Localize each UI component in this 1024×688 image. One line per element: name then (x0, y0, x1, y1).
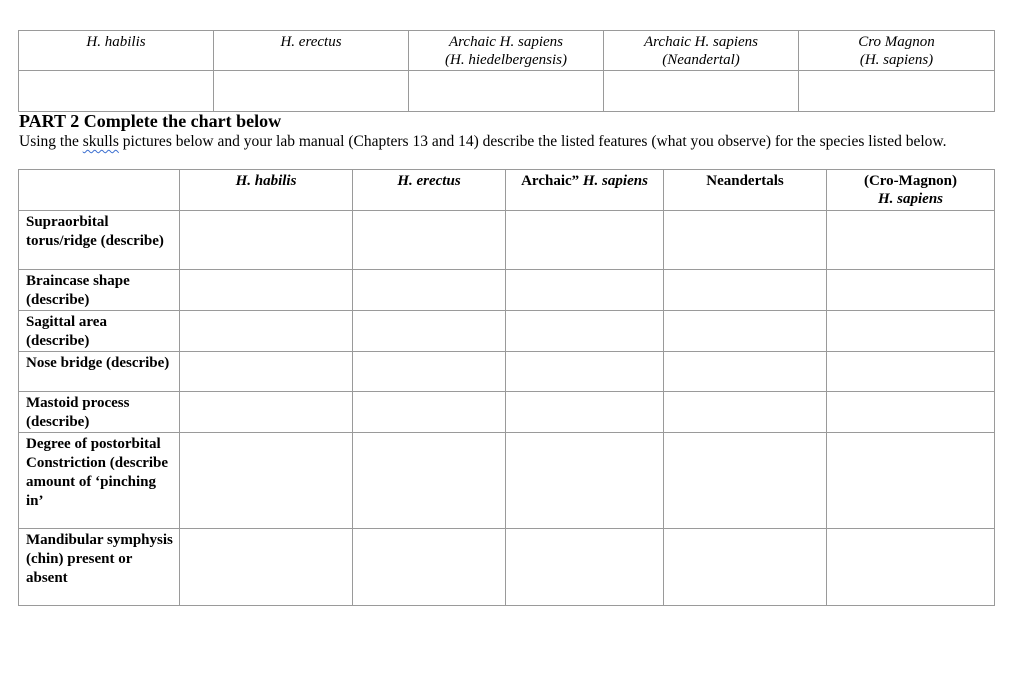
answer-cell[interactable] (353, 529, 506, 606)
answer-cell[interactable] (180, 311, 353, 352)
answer-cell[interactable] (664, 433, 827, 529)
species-header-cell: Cro Magnon (H. sapiens) (799, 31, 995, 71)
species-header-cell: H. habilis (19, 31, 214, 71)
answer-cell[interactable] (604, 71, 799, 112)
answer-cell[interactable] (180, 392, 353, 433)
part2-heading: PART 2 Complete the chart below (19, 111, 282, 131)
feature-label: Mandibular symphysis (chin) present or absent (19, 529, 180, 606)
answer-cell[interactable] (827, 392, 995, 433)
answer-cell[interactable] (353, 270, 506, 311)
answer-cell[interactable] (664, 529, 827, 606)
species-header-cell: Archaic H. sapiens (Neandertal) (604, 31, 799, 71)
answer-cell[interactable] (664, 211, 827, 270)
answer-cell[interactable] (664, 311, 827, 352)
answer-cell[interactable] (506, 433, 664, 529)
column-header: (Cro-Magnon) H. sapiens (827, 170, 995, 211)
feature-row (19, 270, 995, 311)
answer-cell[interactable] (19, 71, 214, 112)
feature-row (19, 311, 995, 352)
feature-label: Braincase shape (describe) (19, 270, 180, 311)
feature-label: Supraorbital torus/ridge (describe) (19, 211, 180, 270)
feature-label: Nose bridge (describe) (19, 352, 180, 392)
answer-cell[interactable] (353, 311, 506, 352)
answer-cell[interactable] (506, 529, 664, 606)
answer-cell[interactable] (180, 529, 353, 606)
answer-cell[interactable] (827, 311, 995, 352)
feature-label: Degree of postorbital Constriction (describe amount of ‘pinching in’ (19, 433, 180, 529)
answer-cell[interactable] (214, 71, 409, 112)
feature-row (19, 529, 995, 606)
species-table (18, 30, 995, 112)
answer-cell[interactable] (506, 352, 664, 392)
column-header: H. habilis (180, 170, 353, 211)
species-answer-row (19, 71, 995, 112)
answer-cell[interactable] (506, 270, 664, 311)
features-table (18, 169, 995, 606)
answer-cell[interactable] (664, 392, 827, 433)
answer-cell[interactable] (664, 352, 827, 392)
answer-cell[interactable] (180, 352, 353, 392)
answer-cell[interactable] (506, 392, 664, 433)
answer-cell[interactable] (409, 71, 604, 112)
part2-instructions: Using the skulls pictures below and your lab manual (Chapters 13 and 14) describe the listed features (what you observe) for the species listed below. (19, 133, 947, 150)
column-header: Neandertals (664, 170, 827, 211)
answer-cell[interactable] (827, 211, 995, 270)
answer-cell[interactable] (506, 311, 664, 352)
answer-cell[interactable] (827, 352, 995, 392)
feature-row (19, 392, 995, 433)
answer-cell[interactable] (827, 433, 995, 529)
column-header: Archaic” H. sapiens (506, 170, 664, 211)
answer-cell[interactable] (353, 352, 506, 392)
answer-cell[interactable] (180, 433, 353, 529)
feature-label: Sagittal area (describe) (19, 311, 180, 352)
feature-row (19, 352, 995, 392)
answer-cell[interactable] (827, 270, 995, 311)
answer-cell[interactable] (353, 211, 506, 270)
answer-cell[interactable] (180, 270, 353, 311)
features-header-row (19, 170, 995, 211)
answer-cell[interactable] (664, 270, 827, 311)
answer-cell[interactable] (799, 71, 995, 112)
spellcheck-flagged-word: skulls (82, 133, 119, 150)
species-header-cell: Archaic H. sapiens (H. hiedelbergensis) (409, 31, 604, 71)
feature-row (19, 433, 995, 529)
column-header: H. erectus (353, 170, 506, 211)
feature-label: Mastoid process (describe) (19, 392, 180, 433)
answer-cell[interactable] (827, 529, 995, 606)
answer-cell[interactable] (506, 211, 664, 270)
answer-cell[interactable] (353, 433, 506, 529)
answer-cell[interactable] (180, 211, 353, 270)
feature-row (19, 211, 995, 270)
species-header-row (19, 31, 995, 71)
answer-cell[interactable] (353, 392, 506, 433)
corner-cell (19, 170, 180, 211)
species-header-cell: H. erectus (214, 31, 409, 71)
